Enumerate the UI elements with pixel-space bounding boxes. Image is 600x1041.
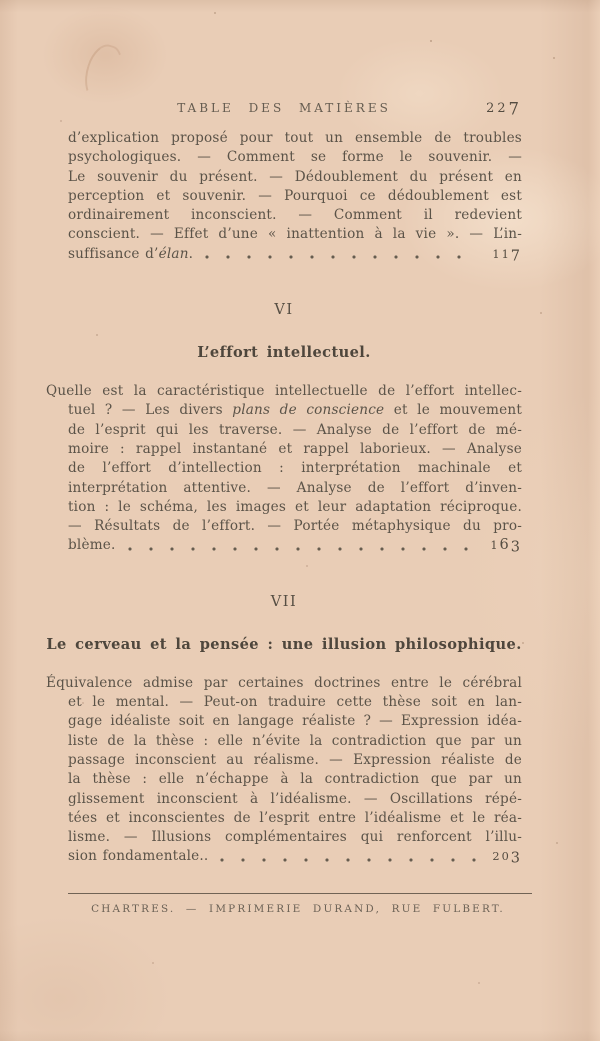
paper-stain [78,40,128,106]
toc-line: Équivalence admise par certaines doctrines entre le cérébral [46,674,522,691]
footer-rule [68,893,532,894]
toc-line: ordinairement inconscient. — Comment il redevient [68,207,522,224]
toc-line: glissement inconscient à l’idéalisme. — Oscillations répé- [68,790,522,807]
toc-line: lisme. — Illusions complémentaires qui renforcent l’illu- [68,829,522,846]
toc-line: liste de la thèse : elle n’évite la contradiction que par un [68,732,522,749]
toc-line: interprétation attentive. — Analyse de l’effort d’inven- [68,479,522,496]
toc-entry [46,382,522,556]
toc-line: tuel ? — Les divers plans de conscience et le mouvement [68,402,522,419]
page-ref: 117 [492,247,522,265]
toc-line: d’explication proposé pour tout un ensemble de troubles [68,130,522,146]
chapter-number: VI [274,302,294,319]
toc-line-text: suffisance d’élan. [68,245,194,262]
toc-line: Quelle est la caractéristique intellectuelle de l’effort intellec- [46,383,522,400]
toc-entry [46,674,522,867]
chapter-title: Le cerveau et la pensée : une illusion philosophique. [46,635,522,653]
toc-line: la thèse : elle n’échappe à la contradiction que par un [68,771,522,788]
toc-line: passage inconscient au réalisme. — Expression réaliste de [68,751,522,768]
dot-leader [220,857,476,863]
toc-line: tion : le schéma, les images et leur adaptation réciproque. [68,498,522,515]
toc-line: tées et inconscientes de l’esprit entre l’idéalisme et le réa- [68,809,522,826]
imprint-text: CHARTRES. — IMPRIMERIE DURAND, RUE FULBERT. [91,902,505,915]
chapter-number: VII [270,593,298,610]
header-title: TABLE DES MATIÈRES [177,101,391,115]
toc-line: psychologiques. — Comment se forme le souvenir. — [68,149,522,166]
dot-leader [205,254,476,260]
toc-line: de l’effort d’intellection : interprétation machinale et [68,460,522,477]
toc-line-last [46,245,522,264]
toc-line: moire : rappel instantané et rappel laborieux. — Analyse [68,440,522,457]
toc-line: gage idéaliste soit en langage réaliste ? — Expression idéa- [68,713,522,730]
toc-line-last [46,536,522,555]
page-ref: 163 [490,537,522,556]
page-ref: 203 [492,850,522,867]
table-of-contents [46,129,522,867]
toc-line: — Résultats de l’effort. — Portée métaphysique du pro- [68,518,522,535]
page-number: 227 [486,99,522,119]
paper-specks [0,0,2,2]
toc-line-text: blème. [68,537,116,554]
toc-line: de l’esprit qui les traverse. — Analyse de l’effort de mé- [68,421,522,438]
toc-line: Le souvenir du présent. — Dédoublement du présent en [68,168,522,185]
chapter-title: L’effort intellectuel. [197,344,371,362]
running-header [46,98,522,118]
imprint-footer [46,893,522,915]
toc-line: et le mental. — Peut-on traduire cette thèse soit en lan- [68,694,522,711]
toc-entry [46,129,522,264]
toc-line: conscient. — Effet d’une « inattention à la vie ». — L’in- [68,226,522,243]
toc-line: perception et souvenir. — Pourquoi ce dédoublement est [68,187,522,204]
toc-line-last [46,847,522,866]
dot-leader [128,546,476,552]
toc-line-text: sion fondamentale.. [68,848,209,865]
